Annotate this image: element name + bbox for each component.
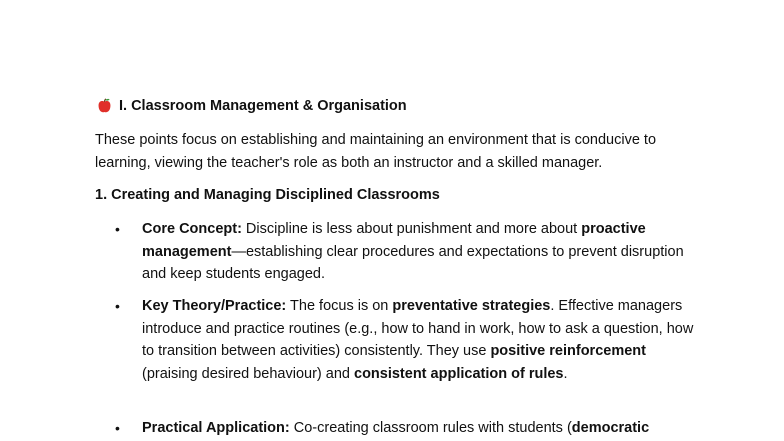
list-item — [115, 417, 702, 440]
apple-icon — [96, 97, 113, 115]
bullet-text: . Effective managers introduce and practice routines (e.g., how to hand in work, how to ask a question, how to transition between activities) consistently. They use — [142, 298, 694, 359]
bullet-emphasis: positive reinforcement — [490, 343, 646, 359]
bullet-label: Key Theory/Practice: — [142, 298, 287, 314]
bullet-text: Co-creating classroom rules with students ( — [289, 420, 572, 436]
intro-paragraph: These points focus on establishing and maintaining an environment that is conducive to learning, viewing the teacher's role as both an instructor and a skilled manager. — [95, 132, 657, 171]
bullet-text: —establishing clear procedures and expectations to prevent disruption and keep students engaged. — [142, 243, 684, 282]
section-heading — [96, 96, 407, 116]
bullet-emphasis: democratic — [571, 420, 650, 436]
section-title: I. Classroom Management & Organisation — [119, 98, 407, 114]
list-item — [115, 295, 702, 385]
bullet-dot: • — [115, 298, 120, 314]
bullet-emphasis: preventative strategies — [392, 298, 551, 314]
bullet-label: Core Concept: — [142, 221, 242, 237]
bullet-text: The focus is on — [286, 298, 393, 314]
bullet-body — [142, 221, 684, 282]
bullet-text: . — [563, 365, 568, 382]
bullet-dot: • — [115, 420, 120, 436]
bullet-emphasis: consistent application of rules — [354, 365, 564, 382]
subsection-title: 1. Creating and Managing Disciplined Classrooms — [95, 187, 440, 203]
bullet-body — [142, 298, 693, 382]
bullet-label: Practical Application: — [142, 420, 290, 436]
list-item — [115, 218, 702, 286]
bullet-emphasis: proactive management — [142, 221, 646, 260]
bullet-body — [142, 420, 649, 436]
bullet-text: Discipline is less about punishment and more about — [241, 221, 582, 237]
bullet-dot: • — [115, 221, 120, 237]
bullet-text: (praising desired behaviour) and — [142, 365, 354, 382]
